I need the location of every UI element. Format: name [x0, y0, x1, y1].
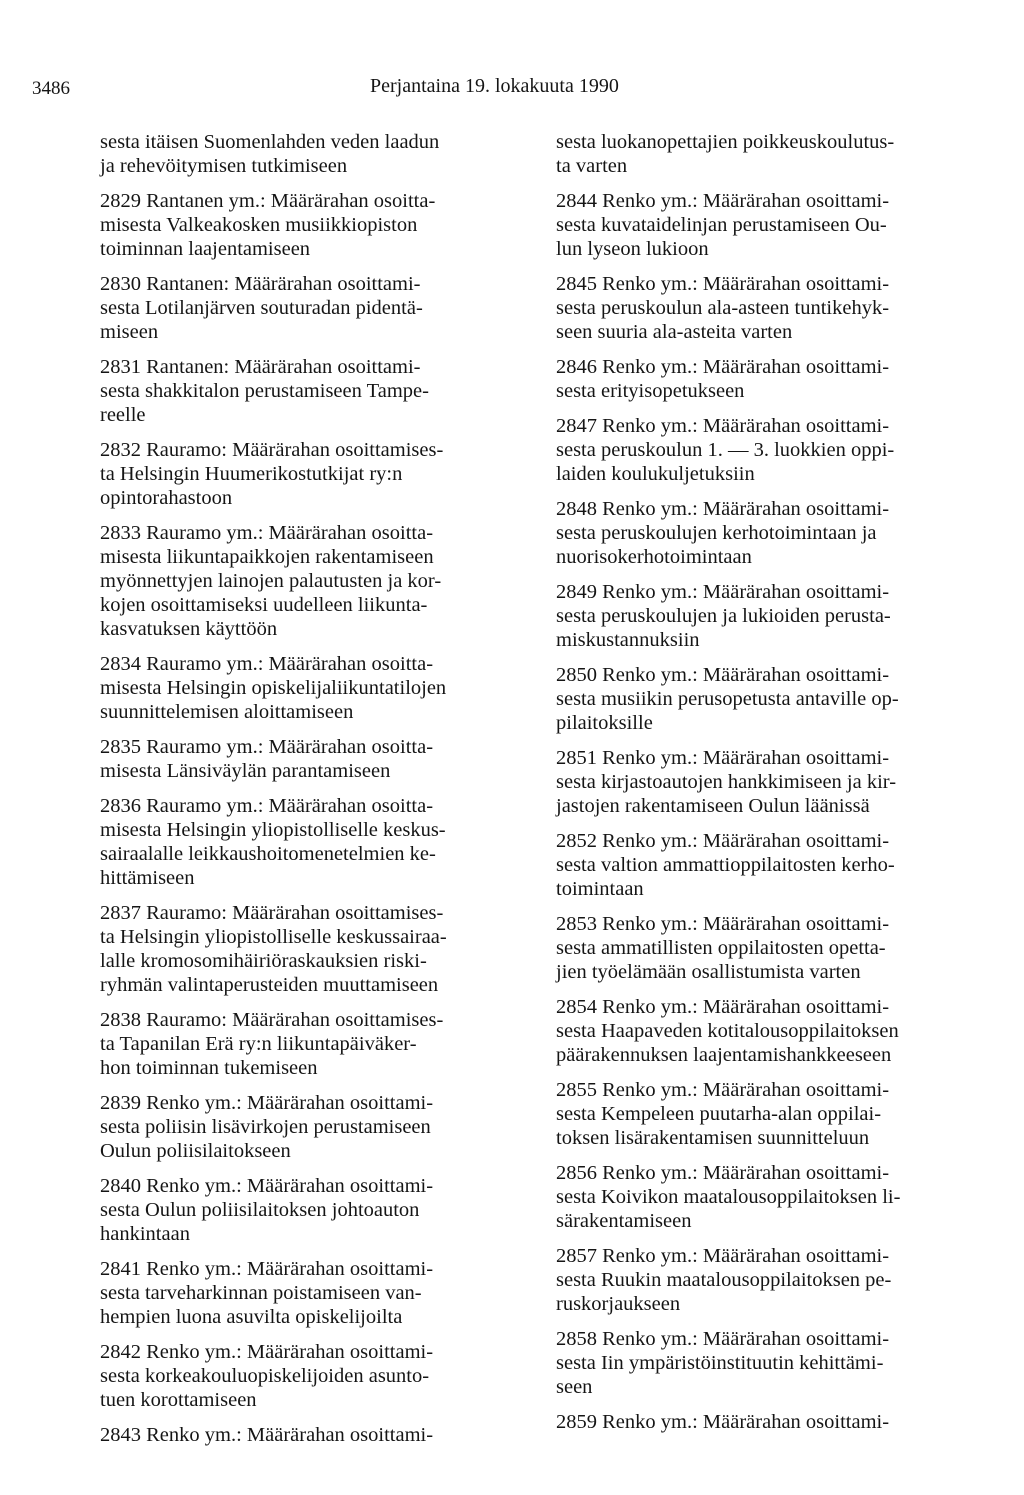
- list-item: 2836 Rauramo ym.: Määrärahan osoitta- misesta Helsingin yliopistolliselle keskus- sairaalalle leikkaushoitomenetelmien ke- hittämiseen: [100, 795, 446, 889]
- list-item: 2845 Renko ym.: Määrärahan osoittami- sesta peruskoulun ala-asteen tuntikehyk- seen suuria ala-asteita varten: [556, 273, 890, 343]
- list-item: 2838 Rauramo: Määrärahan osoittamises- ta Tapanilan Erä ry:n liikuntapäiväker- hon toiminnan tukemiseen: [100, 1009, 444, 1079]
- running-title: Perjantaina 19. lokakuuta 1990: [370, 75, 619, 97]
- list-item: sesta luokanopettajien poikkeuskoulutus- ta varten: [556, 131, 895, 177]
- list-item: sesta itäisen Suomenlahden veden laadun ja rehevöitymisen tutkimiseen: [100, 131, 440, 177]
- list-item: 2835 Rauramo ym.: Määrärahan osoitta- misesta Länsiväylän parantamiseen: [100, 736, 434, 782]
- list-item: 2854 Renko ym.: Määrärahan osoittami- sesta Haapaveden kotitalousoppilaitoksen päärakennuksen laajentamishankkeeseen: [556, 996, 899, 1066]
- list-item: 2830 Rantanen: Määrärahan osoittami- sesta Lotilanjärven souturadan pidentä- miseen: [100, 273, 423, 343]
- page-number: 3486: [32, 78, 70, 99]
- list-item: 2846 Renko ym.: Määrärahan osoittami- sesta erityisopetukseen: [556, 356, 890, 402]
- list-item: 2833 Rauramo ym.: Määrärahan osoitta- misesta liikuntapaikkojen rakentamiseen myönnettyjen lainojen palautusten ja kor- kojen osoittamiseksi uudelleen liikunta- kasvatuksen käyttöön: [100, 522, 442, 640]
- list-item: 2847 Renko ym.: Määrärahan osoittami- sesta peruskoulun 1. — 3. luokkien oppi- laiden koulukuljetuksiin: [556, 415, 895, 485]
- list-item: 2849 Renko ym.: Määrärahan osoittami- sesta peruskoulujen ja lukioiden perusta- miskustannuksiin: [556, 581, 891, 651]
- list-item: 2844 Renko ym.: Määrärahan osoittami- sesta kuvataidelinjan perustamiseen Ou- lun lyseon lukioon: [556, 190, 890, 260]
- list-item: 2856 Renko ym.: Määrärahan osoittami- sesta Koivikon maatalousoppilaitoksen li- särakentamiseen: [556, 1162, 901, 1232]
- right-column: [556, 130, 976, 1445]
- list-item: 2857 Renko ym.: Määrärahan osoittami- sesta Ruukin maatalousoppilaitoksen pe- ruskorjaukseen: [556, 1245, 892, 1315]
- list-item: 2837 Rauramo: Määrärahan osoittamises- ta Helsingin yliopistolliselle keskussairaa- lalle kromosomihäiriöraskauksien riski- ryhmän valintaperusteiden muuttamiseen: [100, 902, 447, 996]
- list-item: 2840 Renko ym.: Määrärahan osoittami- sesta Oulun poliisilaitoksen johtoauton hankintaan: [100, 1175, 434, 1245]
- list-item: 2842 Renko ym.: Määrärahan osoittami- sesta korkeakouluopiskelijoiden asunto- tuen korottamiseen: [100, 1341, 434, 1411]
- list-item: 2831 Rantanen: Määrärahan osoittami- sesta shakkitalon perustamiseen Tampe- reelle: [100, 356, 429, 426]
- list-item: 2855 Renko ym.: Määrärahan osoittami- sesta Kempeleen puutarha-alan oppilai- toksen lisärakentamisen suunnitteluun: [556, 1079, 890, 1149]
- list-item: 2853 Renko ym.: Määrärahan osoittami- sesta ammatillisten oppilaitosten opetta- jien työelämään osallistumista varten: [556, 913, 890, 983]
- list-item: 2852 Renko ym.: Määrärahan osoittami- sesta valtion ammattioppilaitosten kerho- toimintaan: [556, 830, 895, 900]
- list-item: 2851 Renko ym.: Määrärahan osoittami- sesta kirjastoautojen hankkimiseen ja kir- jastojen rakentamiseen Oulun läänissä: [556, 747, 897, 817]
- list-item: 2841 Renko ym.: Määrärahan osoittami- sesta tarveharkinnan poistamiseen van- hempien luona asuvilta opiskelijoilta: [100, 1258, 434, 1328]
- list-item: 2858 Renko ym.: Määrärahan osoittami- sesta Iin ympäristöinstituutin kehittämi- seen: [556, 1328, 890, 1398]
- list-item: 2839 Renko ym.: Määrärahan osoittami- sesta poliisin lisävirkojen perustamiseen Oulun poliisilaitokseen: [100, 1092, 434, 1162]
- list-item: 2850 Renko ym.: Määrärahan osoittami- sesta musiikin perusopetusta antaville op- pilaitoksille: [556, 664, 899, 734]
- left-column: [100, 130, 505, 1458]
- list-item: 2848 Renko ym.: Määrärahan osoittami- sesta peruskoulujen kerhotoimintaan ja nuorisokerhotoimintaan: [556, 498, 890, 568]
- list-item: 2829 Rantanen ym.: Määrärahan osoitta- misesta Valkeakosken musiikkiopiston toiminnan laajentamiseen: [100, 190, 436, 260]
- list-item: 2843 Renko ym.: Määrärahan osoittami-: [100, 1424, 434, 1446]
- list-item: 2832 Rauramo: Määrärahan osoittamises- ta Helsingin Huumerikostutkijat ry:n opintorahastoon: [100, 439, 444, 509]
- list-item: 2834 Rauramo ym.: Määrärahan osoitta- misesta Helsingin opiskelijaliikuntatilojen suunnittelemisen aloittamiseen: [100, 653, 447, 723]
- list-item: 2859 Renko ym.: Määrärahan osoittami-: [556, 1411, 890, 1433]
